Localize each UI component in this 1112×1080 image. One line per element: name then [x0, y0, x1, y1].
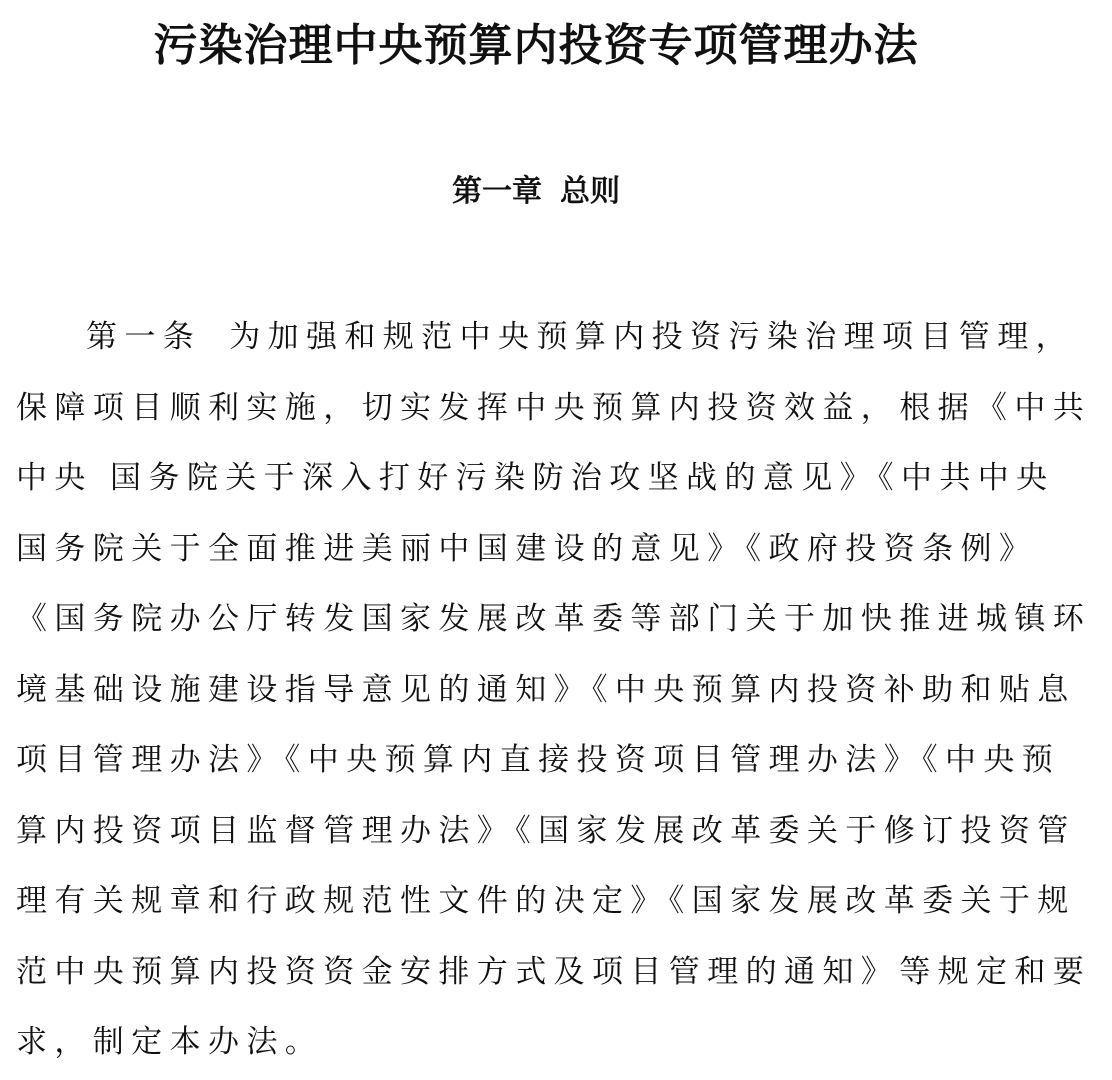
article-line: 中央 国务院关于深入打好污染防治攻坚战的意见》《中共中央 — [16, 460, 1055, 496]
article-line: 境基础设施建设指导意见的通知》《中央预算内投资补助和贴息 — [16, 671, 1076, 708]
article-line — [16, 302, 1075, 373]
chapter-number: 第一章 — [452, 174, 542, 209]
article-line: 范中央预算内投资资金安排方式及项目管理的通知》等规定和要 — [16, 953, 1092, 990]
article-line-text: 为加强和规范中央预算内投资污染治理项目管理， — [229, 319, 1075, 355]
article-line: 保障项目顺利实施，切实发挥中央预算内投资效益，根据《中共 — [16, 389, 1092, 426]
article-line: 项目管理办法》《中央预算内直接投资项目管理办法》《中央预 — [16, 742, 1061, 778]
article-line: 《国务院办公厅转发国家发展改革委等部门关于加快推进城镇环 — [16, 601, 1092, 637]
article-line: 国务院关于全面推进美丽中国建设的意见》《政府投资条例》 — [16, 530, 1038, 567]
document-title: 污染治理中央预算内投资专项管理办法 — [153, 20, 919, 71]
chapter-name: 总则 — [560, 174, 620, 209]
article-number: 第一条 — [86, 319, 202, 355]
article-paragraph — [16, 302, 1092, 1078]
chapter-heading — [0, 168, 1072, 216]
article-line: 求，制定本办法。 — [16, 1024, 324, 1060]
article-line: 算内投资项目监督管理办法》《国家发展改革委关于修订投资管 — [16, 812, 1076, 849]
article-line: 理有关规章和行政规范性文件的决定》《国家发展改革委关于规 — [16, 883, 1076, 919]
